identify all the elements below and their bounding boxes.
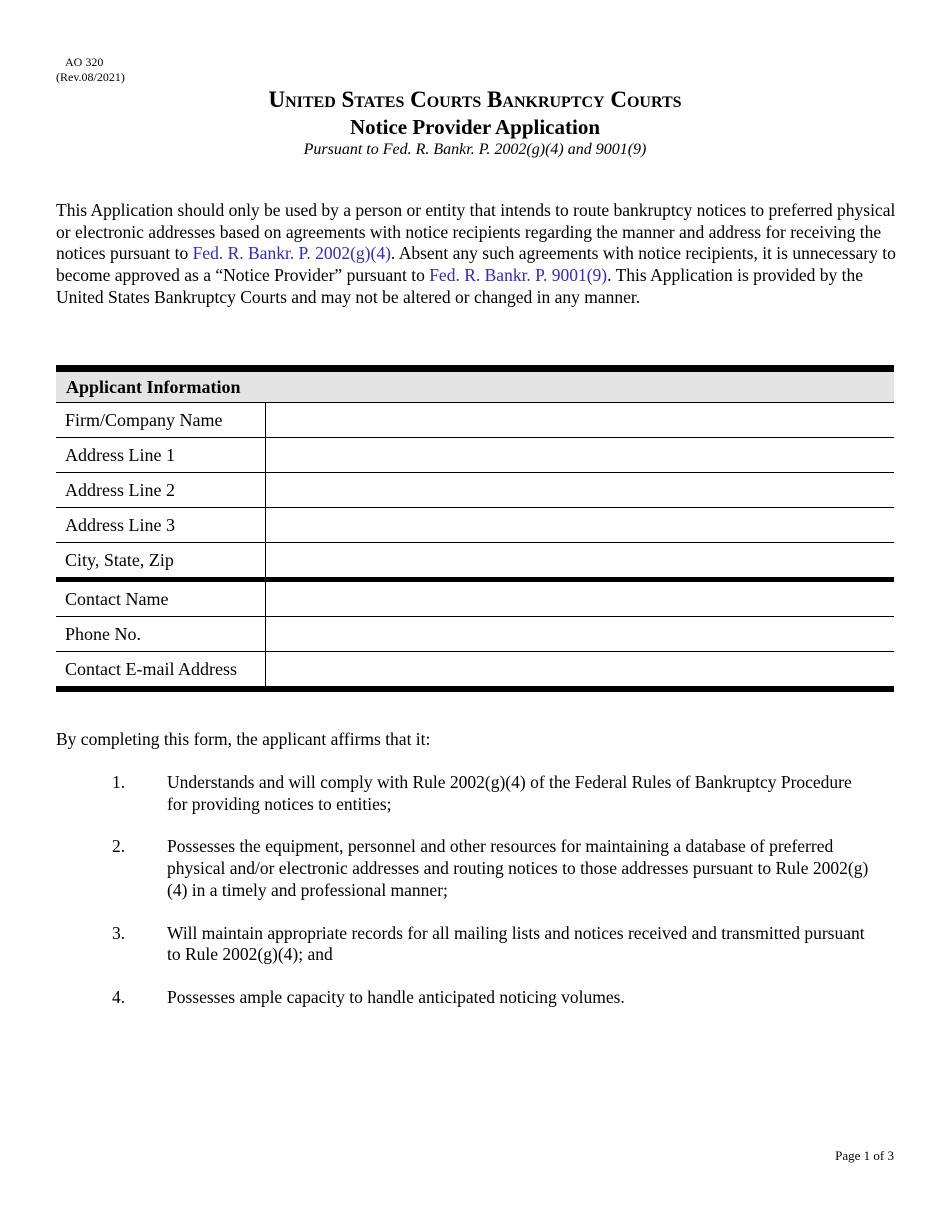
phone-number-field[interactable] bbox=[266, 619, 894, 649]
item-number: 3. bbox=[112, 922, 126, 943]
list-item bbox=[56, 923, 876, 966]
contact-name-field[interactable] bbox=[266, 584, 894, 614]
document-subtitle: Notice Provider Application bbox=[349, 115, 601, 139]
item-text: Will maintain appropriate records for all mailing lists and notices received and transmitted pursuant to Rule 2002(g)(4); and bbox=[167, 922, 865, 965]
form-code: AO 320 bbox=[65, 55, 104, 69]
intro-text-1: This Application should only be used by a person or entity that intends to route bankruptcy notices to preferred physical or electronic addresses based on agreements with notice recipients regarding the manner and address for receiving the notices pursuant to bbox=[56, 200, 896, 264]
affirmation-lead: By completing this form, the applicant affirms that it: bbox=[56, 729, 431, 749]
list-item bbox=[56, 987, 876, 1009]
document-title: United States Courts Bankruptcy Courts bbox=[268, 87, 682, 112]
list-item bbox=[56, 836, 876, 901]
table-row bbox=[56, 543, 894, 580]
intro-text-3: . This Application is provided by the United States Bankruptcy Courts and may not be altered or changed in any manner. bbox=[56, 265, 863, 307]
pursuant-line: Pursuant to Fed. R. Bankr. P. 2002(g)(4) and 9001(9) bbox=[303, 141, 647, 158]
item-text: Possesses the equipment, personnel and other resources for maintaining a database of preferred physical and/or electronic addresses and routing notices to those addresses pursuant to Rule 2002(g)(4) in a timely and professional manner; bbox=[167, 836, 869, 900]
rule-2002-link[interactable]: Fed. R. Bankr. P. 2002(g)(4) bbox=[192, 243, 391, 264]
contact-email-field[interactable] bbox=[266, 654, 894, 684]
form-identifier bbox=[56, 55, 125, 85]
table-row bbox=[56, 403, 894, 438]
firm-name-label: Firm/Company Name bbox=[56, 403, 266, 438]
contact-email-label: Contact E-mail Address bbox=[56, 652, 266, 690]
table-row bbox=[56, 473, 894, 508]
city-state-zip-field[interactable] bbox=[266, 545, 894, 575]
intro-text-2: . Absent any such agreements with notice recipients, it is unnecessary to become approved as a “Notice Provider” pursuant to bbox=[56, 243, 896, 286]
affirmation-list bbox=[56, 772, 876, 1030]
address-line-3-label: Address Line 3 bbox=[56, 508, 266, 543]
document-header bbox=[0, 86, 950, 160]
applicant-information-table bbox=[56, 365, 894, 692]
address-line-1-field[interactable] bbox=[266, 440, 894, 470]
table-row bbox=[56, 508, 894, 543]
item-text: Understands and will comply with Rule 2002(g)(4) of the Federal Rules of Bankruptcy Procedure for providing notices to entities; bbox=[167, 772, 852, 814]
table-row bbox=[56, 438, 894, 473]
address-line-2-field[interactable] bbox=[266, 475, 894, 505]
firm-name-field[interactable] bbox=[266, 405, 894, 435]
address-line-1-label: Address Line 1 bbox=[56, 438, 266, 473]
item-text: Possesses ample capacity to handle anticipated noticing volumes. bbox=[167, 986, 625, 1007]
table-row bbox=[56, 580, 894, 617]
contact-name-label: Contact Name bbox=[56, 580, 266, 617]
item-number: 2. bbox=[112, 836, 126, 857]
item-number: 4. bbox=[112, 986, 126, 1007]
address-line-2-label: Address Line 2 bbox=[56, 473, 266, 508]
page-number: Page 1 of 3 bbox=[835, 1148, 894, 1163]
address-line-3-field[interactable] bbox=[266, 510, 894, 540]
table-row bbox=[56, 652, 894, 690]
applicant-information-heading: Applicant Information bbox=[56, 369, 894, 403]
item-number: 1. bbox=[112, 772, 126, 792]
form-revision: (Rev.08/2021) bbox=[56, 70, 125, 84]
phone-number-label: Phone No. bbox=[56, 617, 266, 652]
city-state-zip-label: City, State, Zip bbox=[56, 543, 266, 580]
rule-9001-link[interactable]: Fed. R. Bankr. P. 9001(9) bbox=[429, 265, 608, 286]
list-item bbox=[56, 772, 876, 815]
intro-paragraph bbox=[56, 200, 896, 309]
table-row bbox=[56, 617, 894, 652]
